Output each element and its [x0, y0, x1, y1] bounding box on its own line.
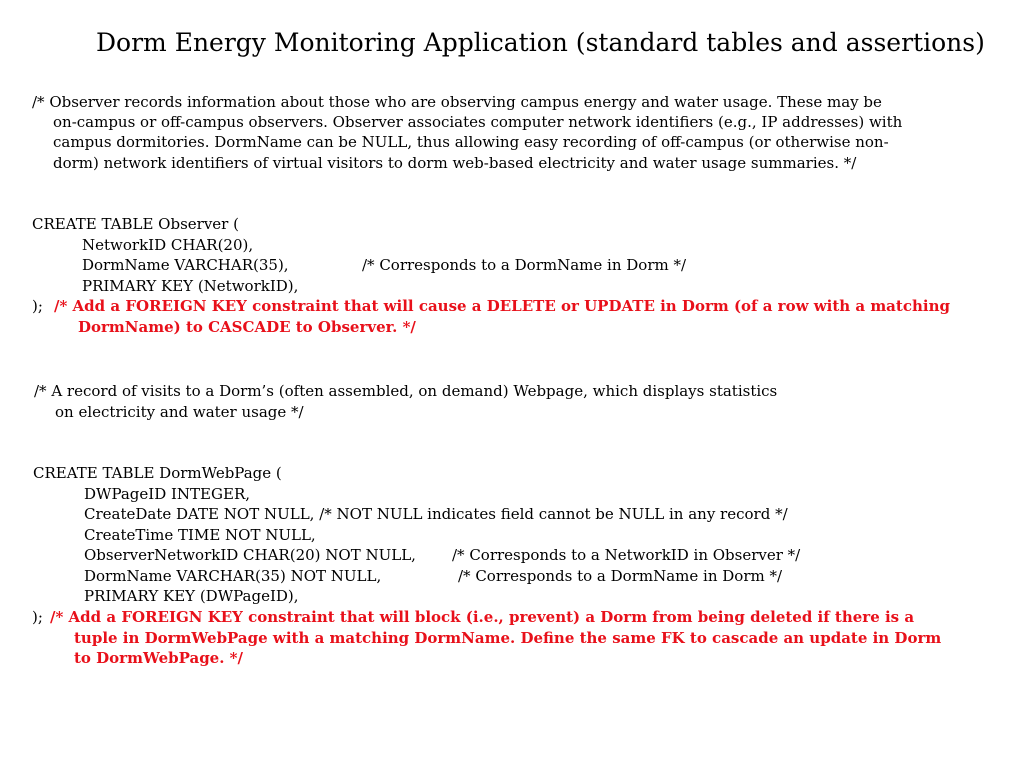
task-instruction-line: DormName) to CASCADE to Observer. */ — [78, 318, 416, 336]
comment-line: /* A record of visits to a Dorm’s (often assembled, on demand) Webpage, which displays statistics — [34, 382, 778, 400]
column-line: ObserverNetworkID CHAR(20) NOT NULL, — [84, 546, 416, 564]
column-comment: /* Corresponds to a DormName in Dorm */ — [458, 567, 783, 585]
comment-line: on electricity and water usage */ — [55, 403, 304, 421]
close-paren: ); — [32, 297, 43, 315]
create-table-line: CREATE TABLE DormWebPage ( — [33, 464, 282, 482]
close-paren: ); — [32, 608, 43, 626]
task-instruction-line: to DormWebPage. */ — [74, 649, 243, 667]
create-table-line: CREATE TABLE Observer ( — [32, 215, 239, 233]
primary-key-line: PRIMARY KEY (NetworkID), — [82, 277, 299, 295]
comment-line: on-campus or off-campus observers. Observer associates computer network identifiers (e.g., IP addresses) with — [53, 113, 903, 131]
column-line: DWPageID INTEGER, — [84, 485, 251, 503]
comment-line: dorm) network identifiers of virtual visitors to dorm web-based electricity and water usage summaries. */ — [53, 154, 857, 172]
column-line: CreateDate DATE NOT NULL, /* NOT NULL indicates field cannot be NULL in any record */ — [84, 505, 788, 523]
column-line: DormName VARCHAR(35), — [82, 256, 289, 274]
task-instruction-line: /* Add a FOREIGN KEY constraint that will cause a DELETE or UPDATE in Dorm (of a row with a matching — [54, 297, 950, 315]
column-comment: /* Corresponds to a DormName in Dorm */ — [362, 256, 687, 274]
column-line: NetworkID CHAR(20), — [82, 236, 254, 254]
comment-line: /* Observer records information about those who are observing campus energy and water usage. These may be — [32, 93, 882, 111]
page-title: Dorm Energy Monitoring Application (standard tables and assertions) — [96, 28, 985, 57]
task-instruction-line: /* Add a FOREIGN KEY constraint that will block (i.e., prevent) a Dorm from being deleted if there is a — [50, 608, 915, 626]
column-line: CreateTime TIME NOT NULL, — [84, 526, 316, 544]
primary-key-line: PRIMARY KEY (DWPageID), — [84, 587, 299, 605]
comment-line: campus dormitories. DormName can be NULL, thus allowing easy recording of off-campus (or otherwise non- — [53, 133, 889, 151]
column-comment: /* Corresponds to a NetworkID in Observer */ — [452, 546, 801, 564]
task-instruction-line: tuple in DormWebPage with a matching DormName. Define the same FK to cascade an update in Dorm — [74, 629, 942, 647]
column-line: DormName VARCHAR(35) NOT NULL, — [84, 567, 382, 585]
